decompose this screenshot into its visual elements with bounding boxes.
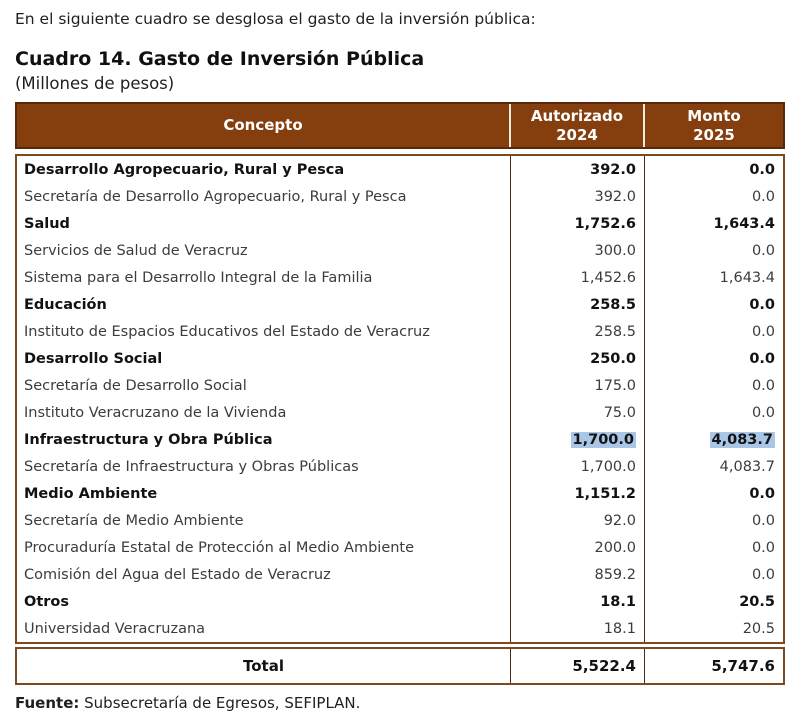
column-header-label: Monto	[687, 106, 741, 125]
row-autorizado-2024: 175.0	[511, 372, 645, 399]
row-concepto: Infraestructura y Obra Pública	[17, 426, 511, 453]
row-monto-2025: 0.0	[751, 404, 775, 421]
row-concepto: Sistema para el Desarrollo Integral de la Familia	[17, 264, 511, 291]
row-monto-2025: 0.0	[751, 377, 775, 394]
row-monto-2025: 0.0	[749, 161, 775, 178]
table-row	[17, 507, 783, 534]
table-row	[17, 588, 783, 615]
total-monto-2025: 5,747.6	[711, 657, 775, 675]
table-subtitle: (Millones de pesos)	[15, 74, 175, 93]
row-monto-2025: 0.0	[751, 323, 775, 340]
row-monto-2025: 0.0	[751, 242, 775, 259]
highlighted-value: 4,083.7	[711, 431, 773, 448]
row-autorizado-2024: 18.1	[511, 588, 645, 615]
row-monto-2025: 0.0	[751, 566, 775, 583]
table-row	[17, 399, 783, 426]
row-concepto: Salud	[17, 210, 511, 237]
table-row	[17, 291, 783, 318]
row-monto-2025: 1,643.4	[719, 269, 775, 286]
row-concepto: Secretaría de Desarrollo Social	[17, 372, 511, 399]
table-row	[17, 561, 783, 588]
source-label: Fuente:	[15, 694, 80, 712]
investment-table	[15, 102, 785, 685]
row-concepto: Secretaría de Desarrollo Agropecuario, Rural y Pesca	[17, 183, 511, 210]
row-autorizado-2024: 258.5	[511, 318, 645, 345]
row-concepto: Otros	[17, 588, 511, 615]
source-text: Subsecretaría de Egresos, SEFIPLAN.	[79, 694, 361, 712]
row-monto-2025: 4,083.7	[719, 458, 775, 475]
row-autorizado-2024: 1,452.6	[511, 264, 645, 291]
row-monto-2025: 20.5	[739, 593, 775, 610]
table-header	[15, 102, 785, 149]
column-header-concepto	[17, 104, 511, 147]
row-concepto: Procuraduría Estatal de Protección al Medio Ambiente	[17, 534, 511, 561]
row-concepto: Secretaría de Infraestructura y Obras Públicas	[17, 453, 511, 480]
column-header-sub: 2025	[693, 125, 735, 144]
row-autorizado-2024: 859.2	[511, 561, 645, 588]
table-row	[17, 615, 783, 642]
row-monto-2025: 0.0	[749, 485, 775, 502]
row-autorizado-2024	[511, 426, 645, 453]
row-autorizado-2024: 392.0	[511, 183, 645, 210]
row-concepto: Desarrollo Agropecuario, Rural y Pesca	[17, 156, 511, 183]
column-header-label: Autorizado	[530, 106, 624, 125]
row-concepto: Instituto de Espacios Educativos del Estado de Veracruz	[17, 318, 511, 345]
row-autorizado-2024: 1,700.0	[511, 453, 645, 480]
row-autorizado-2024: 1,151.2	[511, 480, 645, 507]
highlighted-value: 1,700.0	[572, 431, 634, 448]
table-row	[17, 156, 783, 183]
row-monto-2025	[645, 426, 783, 453]
source-note	[15, 694, 785, 712]
table-row	[17, 345, 783, 372]
row-monto-2025: 20.5	[742, 620, 775, 637]
table-row	[17, 480, 783, 507]
row-concepto: Medio Ambiente	[17, 480, 511, 507]
row-concepto: Secretaría de Medio Ambiente	[17, 507, 511, 534]
row-concepto: Instituto Veracruzano de la Vivienda	[17, 399, 511, 426]
table-title: Cuadro 14. Gasto de Inversión Pública	[15, 48, 425, 70]
row-autorizado-2024: 300.0	[511, 237, 645, 264]
row-autorizado-2024: 92.0	[511, 507, 645, 534]
row-monto-2025: 0.0	[751, 188, 775, 205]
row-concepto: Comisión del Agua del Estado de Veracruz	[17, 561, 511, 588]
row-autorizado-2024: 200.0	[511, 534, 645, 561]
table-row	[17, 534, 783, 561]
row-concepto: Desarrollo Social	[17, 345, 511, 372]
row-concepto: Universidad Veracruzana	[17, 615, 511, 642]
row-concepto: Educación	[17, 291, 511, 318]
column-header-autorizado-2024	[511, 104, 645, 147]
row-autorizado-2024: 392.0	[511, 156, 645, 183]
row-monto-2025: 0.0	[749, 296, 775, 313]
table-row	[17, 372, 783, 399]
table-total-row	[15, 647, 785, 685]
table-row	[17, 426, 783, 453]
column-header-monto-2025	[645, 104, 783, 147]
row-concepto: Servicios de Salud de Veracruz	[17, 237, 511, 264]
column-header-sub: 2024	[556, 125, 598, 144]
column-header-label: Concepto	[223, 116, 303, 135]
row-autorizado-2024: 75.0	[511, 399, 645, 426]
intro-text: En el siguiente cuadro se desglosa el gasto de la inversión pública:	[15, 10, 536, 28]
row-autorizado-2024: 18.1	[511, 615, 645, 642]
table-row	[17, 183, 783, 210]
row-autorizado-2024: 1,752.6	[511, 210, 645, 237]
total-autorizado-2024: 5,522.4	[511, 649, 645, 683]
table-row	[17, 453, 783, 480]
row-autorizado-2024: 258.5	[511, 291, 645, 318]
table-body	[15, 154, 785, 644]
row-monto-2025: 0.0	[751, 512, 775, 529]
total-label: Total	[17, 649, 511, 683]
row-monto-2025: 1,643.4	[713, 215, 775, 232]
table-row	[17, 210, 783, 237]
row-monto-2025: 0.0	[749, 350, 775, 367]
table-row	[17, 237, 783, 264]
table-row	[17, 318, 783, 345]
row-monto-2025: 0.0	[751, 539, 775, 556]
row-autorizado-2024: 250.0	[511, 345, 645, 372]
table-row	[17, 264, 783, 291]
